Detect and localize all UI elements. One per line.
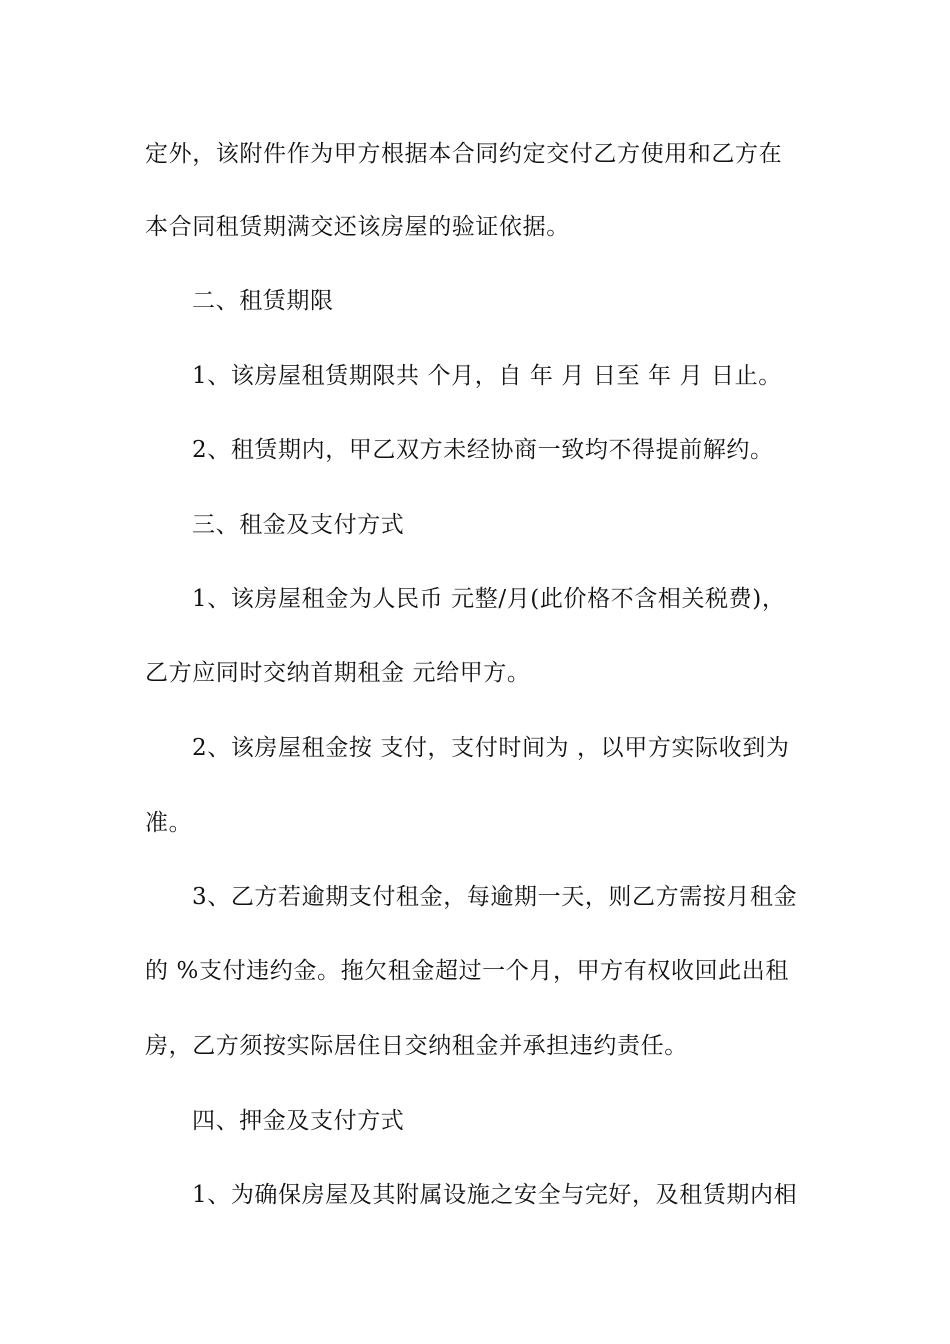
paragraph-line: 定外，该附件作为甲方根据本合同约定交付乙方使用和乙方在 [145, 141, 783, 167]
section-heading: 四、押金及支付方式 [192, 1108, 405, 1134]
paragraph-line: 1、该房屋租赁期限共 个月，自 年 月 日至 年 月 日止。 [192, 363, 782, 389]
section-heading: 三、租金及支付方式 [192, 512, 405, 538]
paragraph-line: 本合同租赁期满交还该房屋的验证依据。 [145, 214, 570, 240]
paragraph-line: 2、该房屋租金按 支付，支付时间为 ，以甲方实际收到为 [192, 735, 790, 761]
paragraph-line: 1、为确保房屋及其附属设施之安全与完好，及租赁期内相 [192, 1182, 798, 1208]
paragraph-line: 1、该房屋租金为人民币 元整/月(此价格不含相关税费)， [192, 586, 786, 612]
paragraph-line: 准。 [145, 810, 193, 836]
paragraph-line: 房，乙方须按实际居住日交纳租金并承担违约责任。 [145, 1033, 688, 1059]
paragraph-line: 乙方应同时交纳首期租金 元给甲方。 [145, 660, 531, 686]
paragraph-line: 3、乙方若逾期支付租金，每逾期一天，则乙方需按月租金 [192, 884, 798, 910]
paragraph-line: 的 %支付违约金。拖欠租金超过一个月，甲方有权收回此出租 [145, 958, 789, 984]
paragraph-line: 2、租赁期内，甲乙双方未经协商一致均不得提前解约。 [192, 437, 774, 463]
section-heading: 二、租赁期限 [192, 288, 334, 314]
